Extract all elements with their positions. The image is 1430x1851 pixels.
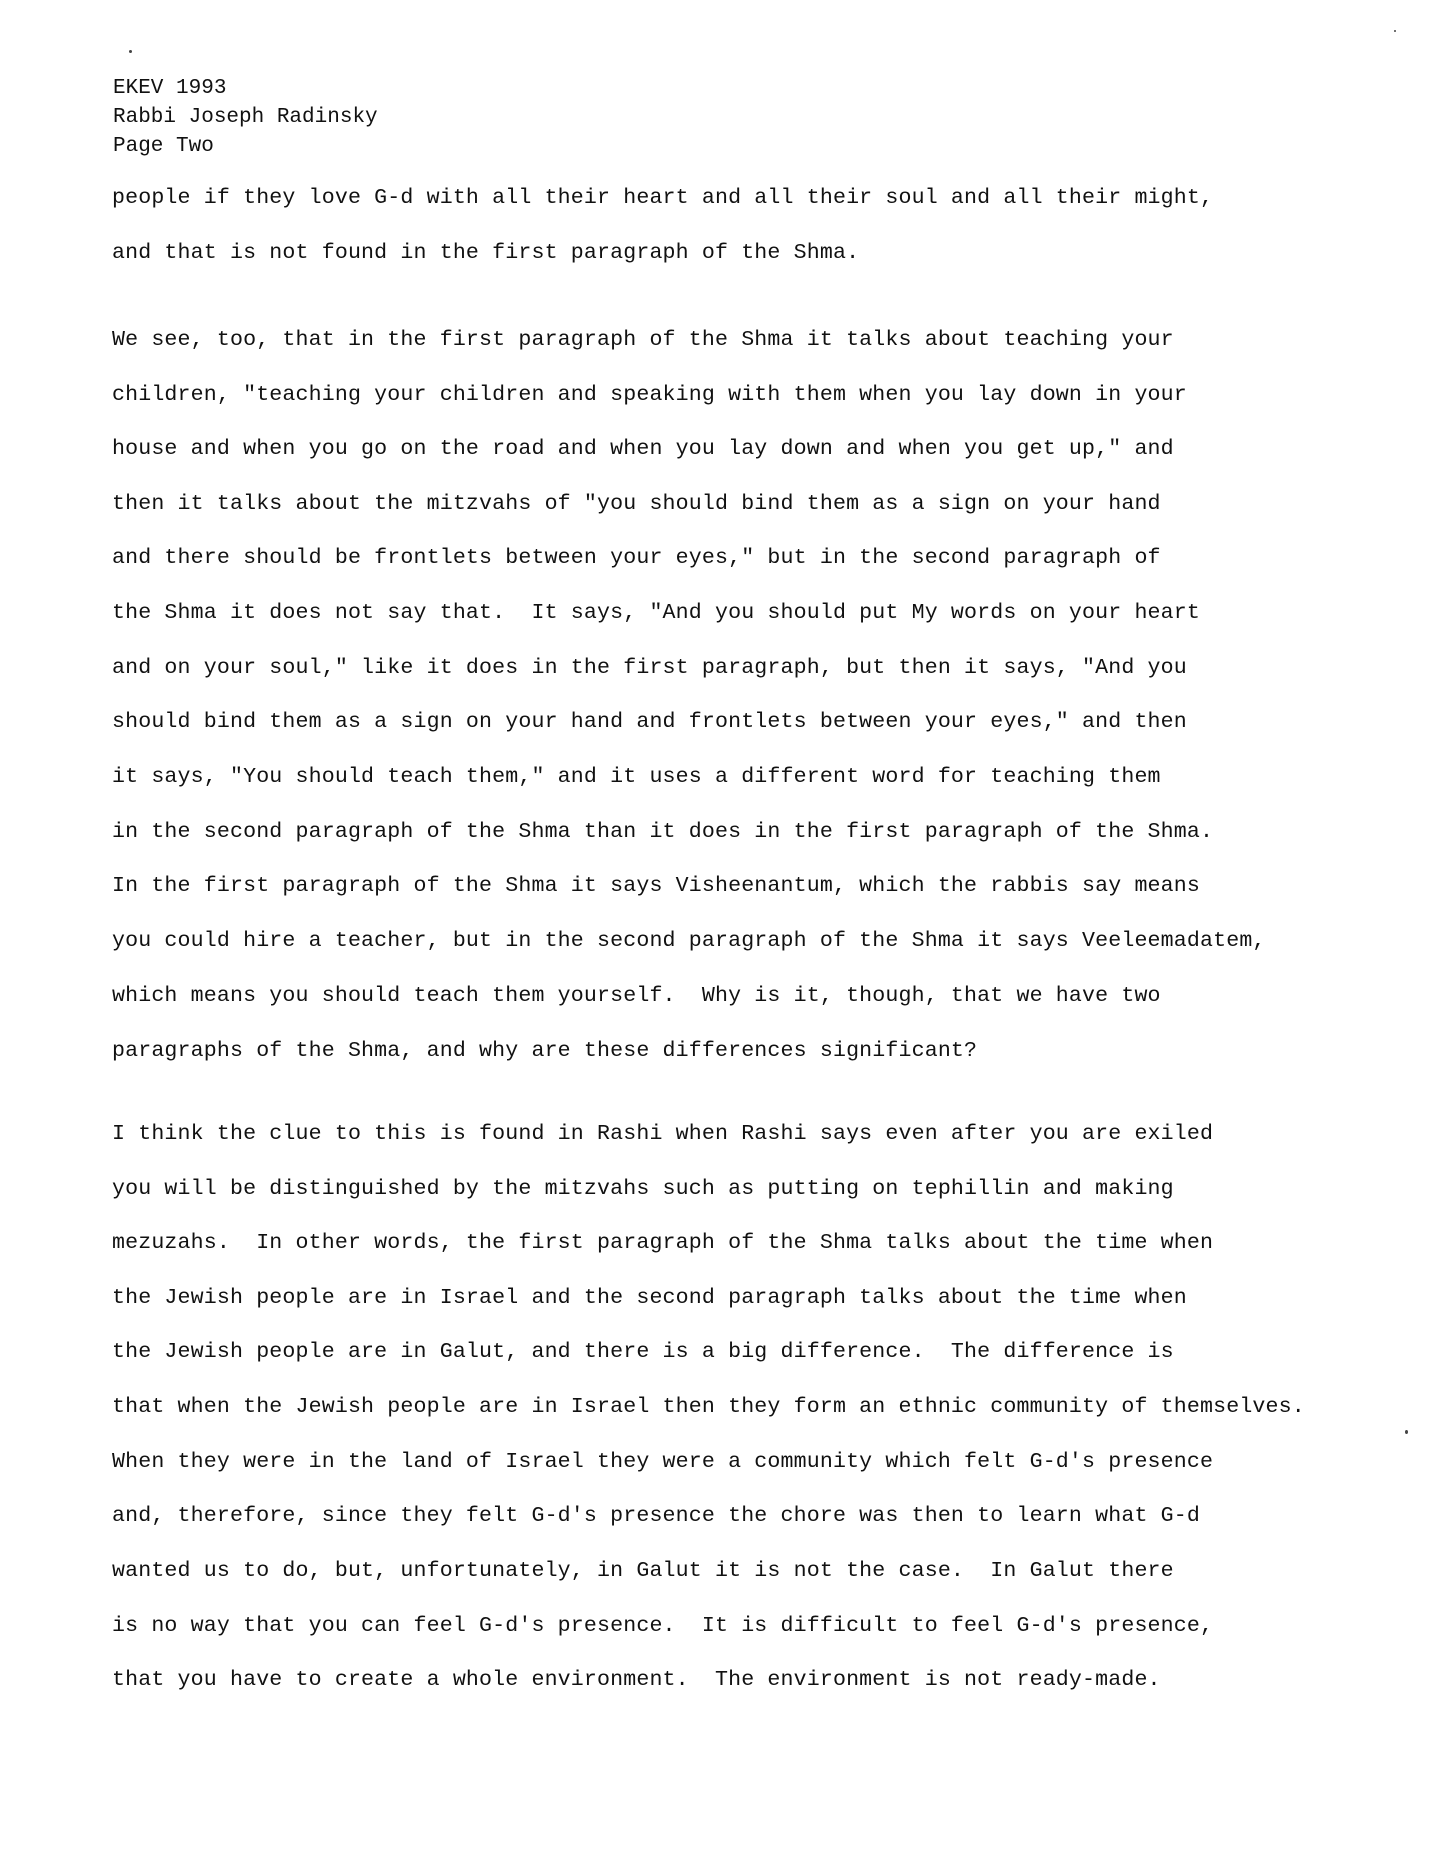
header-title: EKEV 1993 xyxy=(113,77,227,100)
header-author: Rabbi Joseph Radinsky xyxy=(113,106,378,129)
text-line: When they were in the land of Israel they were a community which felt G-d's presence xyxy=(112,1450,1214,1474)
text-line: then it talks about the mitzvahs of "you should bind them as a sign on your hand xyxy=(112,492,1161,516)
text-line: and that is not found in the first paragraph of the Shma. xyxy=(112,241,860,265)
header-page-number: Page Two xyxy=(113,135,214,158)
text-line: you could hire a teacher, but in the second paragraph of the Shma it says Veeleemadatem, xyxy=(112,929,1266,953)
text-line: is no way that you can feel G-d's presence. It is difficult to feel G-d's presence, xyxy=(112,1614,1214,1638)
text-line: people if they love G-d with all their heart and all their soul and all their might, xyxy=(112,186,1214,210)
text-line: I think the clue to this is found in Rashi when Rashi says even after you are exiled xyxy=(112,1122,1214,1146)
text-line: In the first paragraph of the Shma it says Visheenantum, which the rabbis say means xyxy=(112,874,1200,898)
text-line: and, therefore, since they felt G-d's presence the chore was then to learn what G-d xyxy=(112,1504,1200,1528)
text-line: wanted us to do, but, unfortunately, in Galut it is not the case. In Galut there xyxy=(112,1559,1174,1583)
text-line: that you have to create a whole environment. The environment is not ready-made. xyxy=(112,1668,1161,1692)
text-line: should bind them as a sign on your hand and frontlets between your eyes," and then xyxy=(112,710,1187,734)
text-line: you will be distinguished by the mitzvahs such as putting on tephillin and making xyxy=(112,1177,1174,1201)
text-line: mezuzahs. In other words, the first paragraph of the Shma talks about the time when xyxy=(112,1231,1214,1255)
text-line: and there should be frontlets between your eyes," but in the second paragraph of xyxy=(112,546,1161,570)
text-line: the Jewish people are in Israel and the second paragraph talks about the time when xyxy=(112,1286,1187,1310)
scan-speck xyxy=(129,50,132,53)
text-line: that when the Jewish people are in Israel then they form an ethnic community of themselves. xyxy=(112,1395,1305,1419)
text-line: which means you should teach them yourself. Why is it, though, that we have two xyxy=(112,984,1161,1008)
text-line: and on your soul," like it does in the first paragraph, but then it says, "And you xyxy=(112,656,1187,680)
text-line: house and when you go on the road and when you lay down and when you get up," and xyxy=(112,437,1174,461)
document-header xyxy=(113,74,378,161)
text-line: children, "teaching your children and speaking with them when you lay down in your xyxy=(112,383,1187,407)
scan-speck xyxy=(1394,30,1396,32)
text-line: We see, too, that in the first paragraph of the Shma it talks about teaching your xyxy=(112,328,1174,352)
scan-speck xyxy=(1405,1430,1408,1434)
text-line: paragraphs of the Shma, and why are these differences significant? xyxy=(112,1039,978,1063)
text-line: it says, "You should teach them," and it uses a different word for teaching them xyxy=(112,765,1161,789)
text-line: the Shma it does not say that. It says, "And you should put My words on your heart xyxy=(112,601,1200,625)
text-line: the Jewish people are in Galut, and there is a big difference. The difference is xyxy=(112,1340,1174,1364)
text-line: in the second paragraph of the Shma than it does in the first paragraph of the Shma. xyxy=(112,820,1214,844)
